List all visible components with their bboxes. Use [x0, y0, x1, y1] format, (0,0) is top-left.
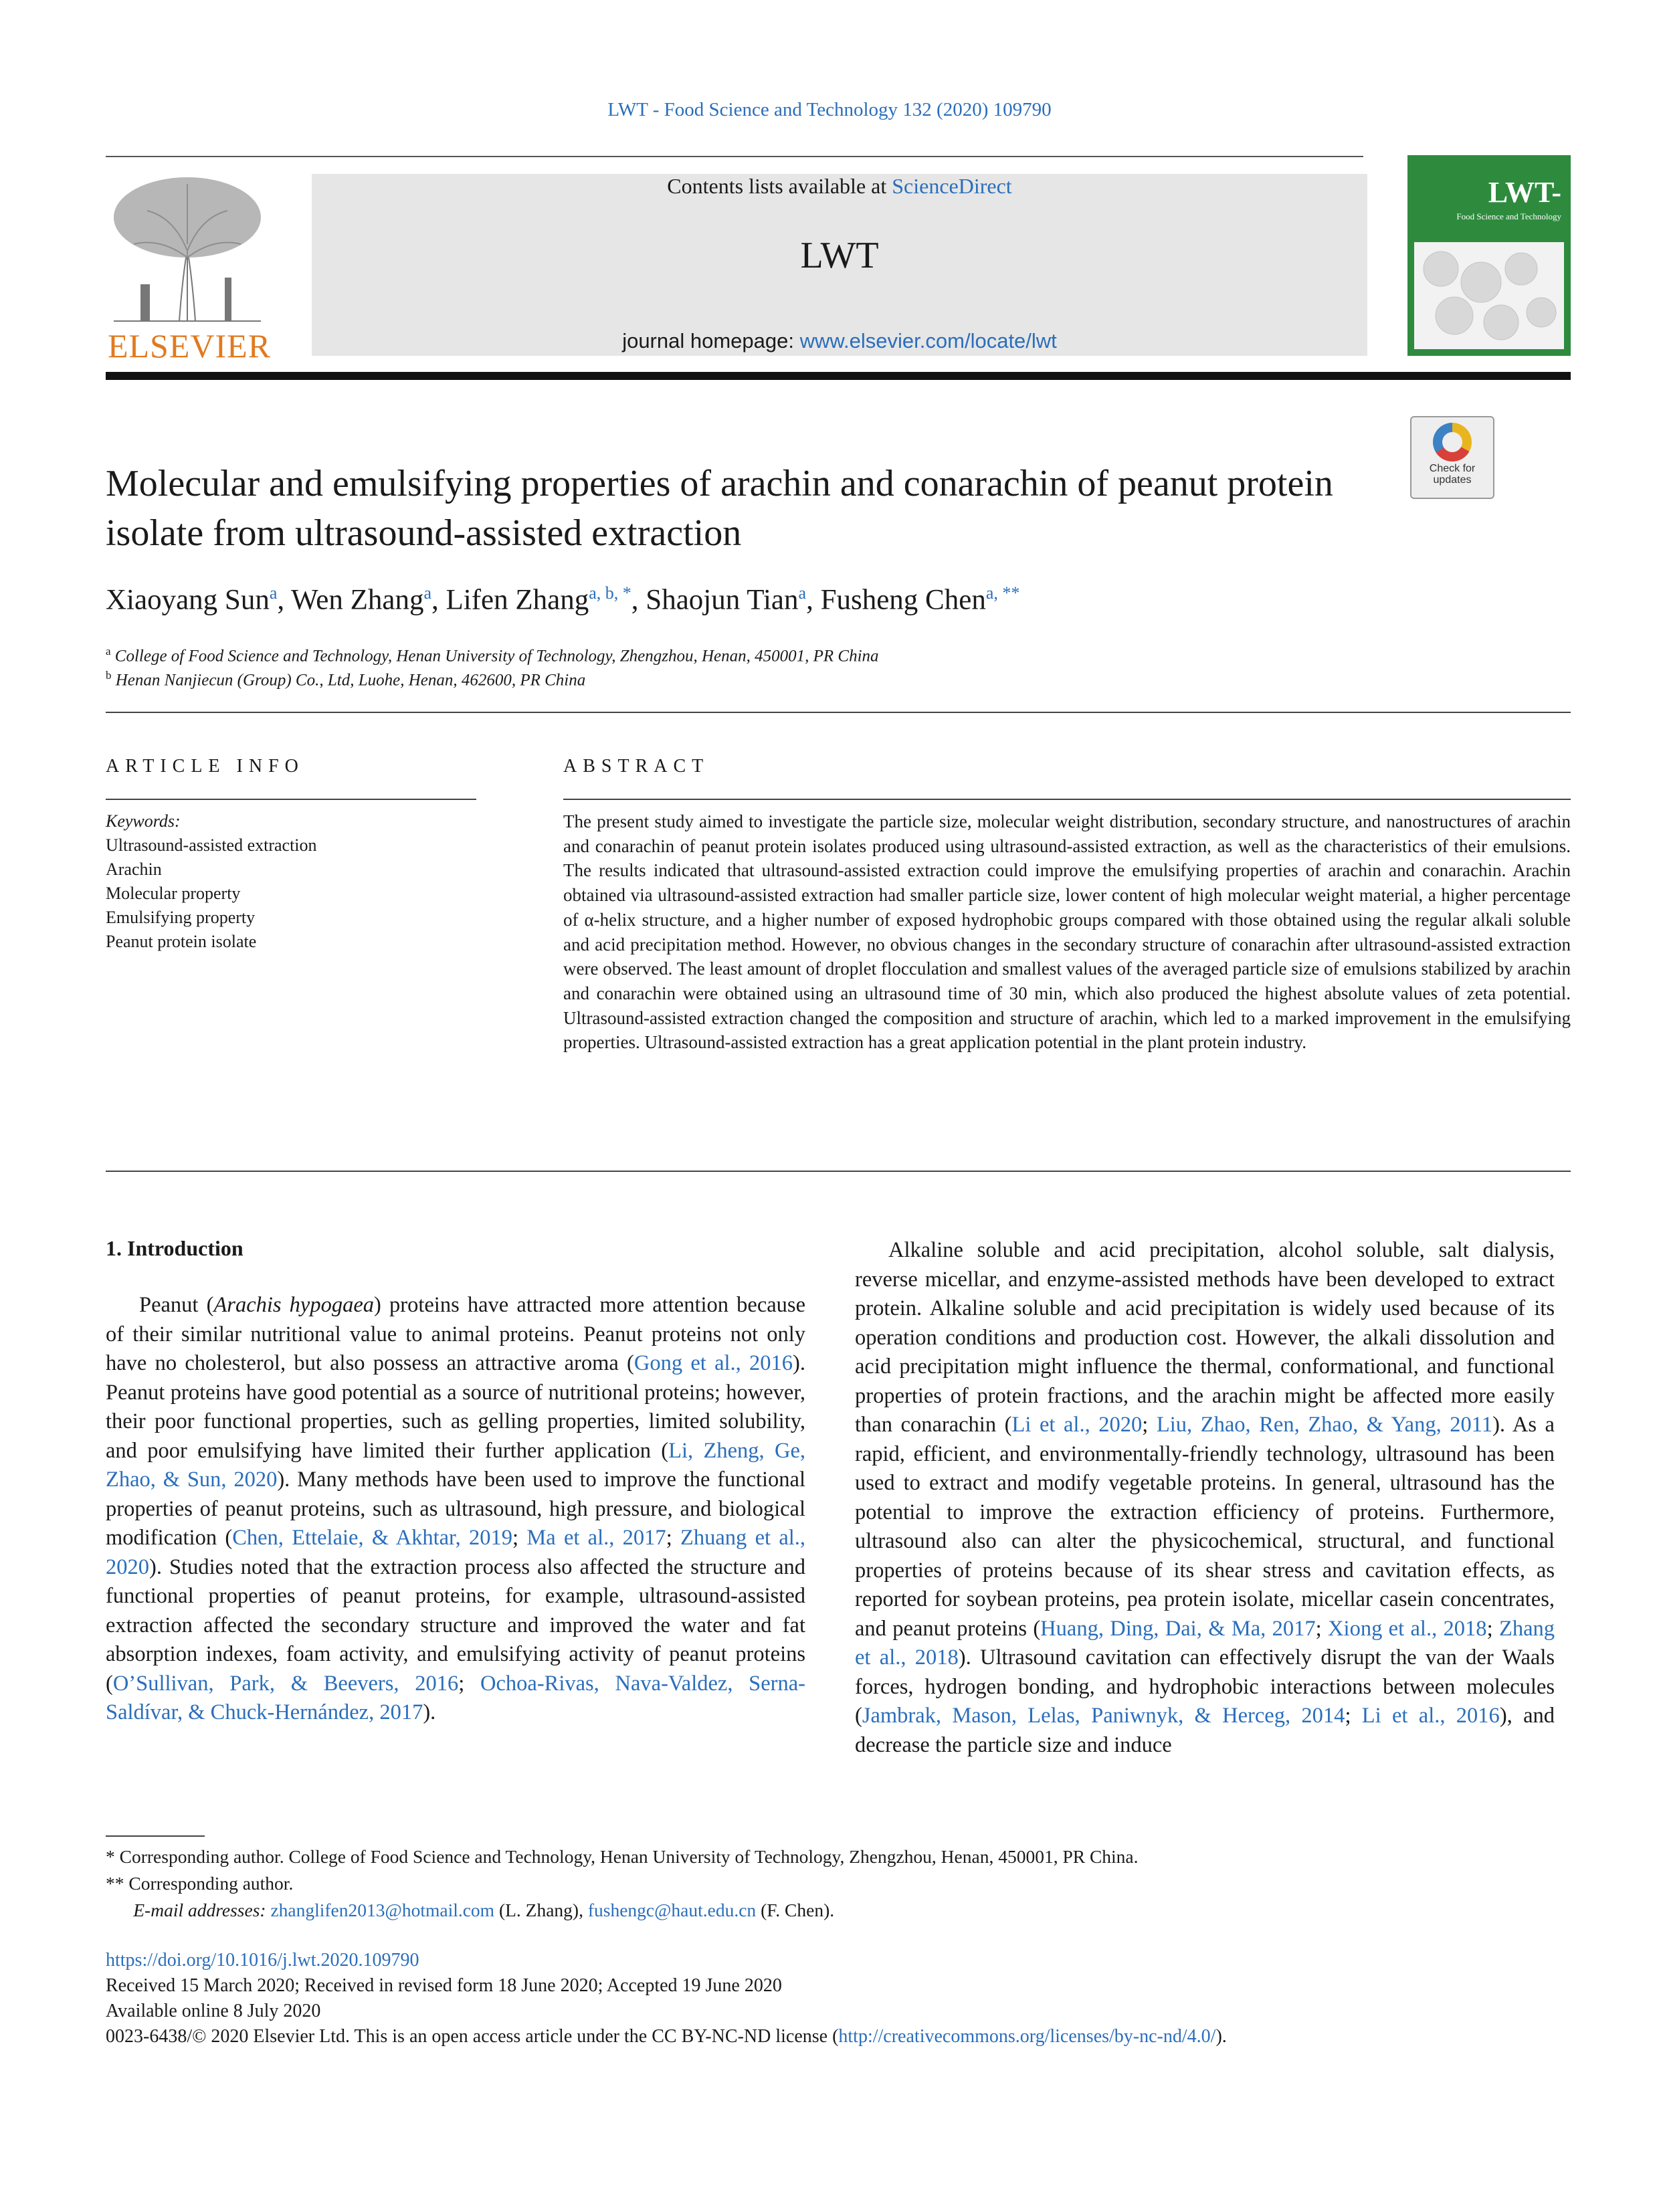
body-column-right [855, 1236, 1555, 1760]
section-heading-introduction: 1. Introduction [106, 1236, 243, 1260]
body-text: ). As a rapid, efficient, and environmentally-friendly technology, ultrasound has been used to extract and modify vegetable proteins. In general, ultrasound has the potential to improve the extraction efficiency of proteins. Furthermore, ultrasound also can alter the physicochemical, structural, and functional properties of proteins because of its shear stress and cavitation effects, as reported for soybean proteins, pea protein isolate, micellar casein concentrates, and peanut proteins ( [855, 1413, 1555, 1641]
author-affiliation-link[interactable]: a [269, 583, 278, 603]
affiliation-text: Henan Nanjiecun (Group) Co., Ltd, Luohe, Henan, 462600, PR China [115, 671, 586, 690]
crossmark-icon [1433, 423, 1472, 462]
citation-link[interactable]: Gong et al., 2016 [633, 1351, 793, 1375]
contents-availability [312, 174, 1367, 199]
license-link[interactable]: http://creativecommons.org/licenses/by-nc-nd/4.0/ [838, 2026, 1216, 2047]
abstract-text: The present study aimed to investigate the particle size, molecular weight distribution, secondary structure, and nanostructures of arachin and conarachin of peanut protein isolates produced using ultrasound-assisted extraction, as well as the characteristics of their emulsions. The results indicated that ultrasound-assisted extraction could improve the emulsifying properties of arachin and conarachin. Arachin obtained via ultrasound-assisted extraction had smaller particle size, lower content of high molecular weight material, a higher percentage of α-helix structure, and a higher number of exposed hydrophobic groups compared with those obtained using the regular alkali soluble and acid precipitation method. However, no obvious changes in the secondary structure of conarachin after ultrasound-assisted extraction were observed. The least amount of droplet flocculation and smallest values of the averaged particle size of emulsions stabilized by arachin and conarachin were obtained using an ultrasound time of 30 min, which also produced the highest absolute values of zeta potential. Ultrasound-assisted extraction changed the composition and structure of arachin, which led to a marked improvement in the emulsifying properties. Ultrasound-assisted extraction has a great application potential in the plant protein industry. [563, 811, 1571, 1053]
email-owner: (L. Zhang), [494, 1900, 588, 1920]
license-prefix: 0023-6438/© 2020 Elsevier Ltd. This is an open access article under the CC BY-NC-ND license ( [106, 2026, 839, 2047]
body-text: ; [1486, 1616, 1499, 1641]
citation-link[interactable]: Jambrak, Mason, Lelas, Paniwnyk, & Herceg, 2014 [862, 1704, 1345, 1728]
citation-link[interactable]: Li et al., 2016 [1361, 1704, 1500, 1728]
keywords-label: Keywords: [106, 811, 181, 831]
author-list: Xiaoyang Sun$^a$, Wen Zhang$^a$, Lifen Zhang$^{a, b, *}$, Shaojun Tian$^a$, Fusheng Chen$^{a, **}$ [106, 583, 1020, 616]
author-affiliation-link[interactable]: a, b, * [589, 583, 631, 603]
keyword: Emulsifying property [106, 908, 256, 927]
sciencedirect-link[interactable]: ScienceDirect [892, 174, 1012, 198]
keyword: Peanut protein isolate [106, 932, 257, 951]
citation-link[interactable]: O’Sullivan, Park, & Beevers, 2016 [112, 1671, 459, 1696]
license-statement [106, 2026, 1227, 2047]
received-dates: Received 15 March 2020; Received in revised form 18 June 2020; Accepted 19 June 2020 [106, 1975, 782, 1996]
cover-subtitle: Food Science and Technology [1456, 211, 1561, 221]
doi-link[interactable]: https://doi.org/10.1016/j.lwt.2020.109790 [106, 1950, 419, 1971]
body-text: ; [666, 1526, 681, 1550]
citation-link[interactable]: Zhang et al., 2018 [855, 1616, 1555, 1670]
author-name: Fusheng Chen [820, 584, 986, 616]
email-label: E-mail addresses: [133, 1900, 266, 1920]
journal-reference[interactable]: LWT - Food Science and Technology 132 (2020) 109790 [607, 99, 1052, 120]
body-text: ; [512, 1526, 527, 1550]
body-text: ; [1345, 1704, 1362, 1728]
body-column-left [106, 1291, 805, 1728]
email-owner: (F. Chen). [756, 1900, 835, 1920]
email-link-chen[interactable]: fushengc@haut.edu.cn [587, 1900, 757, 1920]
body-text: Alkaline soluble and acid precipitation, alcohol soluble, salt dialysis, reverse micellar, and enzyme-assisted methods have been developed to extract protein. Alkaline soluble and acid precipitation is widely used because of its operation conditions and production cost. However, the alkali dissolution and acid precipitation might influence the thermal, conformational, and functional properties of protein fractions, and the arachin might be affected more easily than conarachin ( [855, 1238, 1555, 1437]
homepage-link[interactable]: www.elsevier.com/locate/lwt [799, 329, 1057, 353]
license-suffix: ). [1215, 2026, 1227, 2047]
author-name: Shaojun Tian [646, 584, 799, 616]
homepage-prefix: journal homepage: [622, 329, 800, 353]
body-text: ). Many methods have been used to improve the functional properties of peanut proteins, such as ultrasound, high pressure, and biological modification ( [106, 1468, 805, 1550]
keywords-block [106, 809, 480, 954]
author-affiliation-link[interactable]: a, ** [985, 583, 1020, 603]
affiliation-b [106, 669, 585, 690]
body-text: Peanut ( [139, 1293, 214, 1317]
citation-link[interactable]: Chen, Ettelaie, & Akhtar, 2019 [232, 1526, 512, 1550]
journal-cover-thumbnail[interactable] [1407, 155, 1571, 356]
citation-link[interactable]: Liu, Zhao, Ren, Zhao, & Yang, 2011 [1156, 1413, 1493, 1437]
citation-link[interactable]: Xiong et al., 2018 [1328, 1616, 1487, 1641]
author-affiliation-link[interactable]: a [423, 583, 432, 603]
divider [106, 1171, 1571, 1172]
keyword: Arachin [106, 860, 162, 879]
article-info-heading: ARTICLE INFO [106, 756, 304, 777]
header-rule [106, 156, 1363, 157]
body-text: ), and decrease the particle size and induce [855, 1704, 1555, 1757]
contents-prefix: Contents lists available at [667, 174, 892, 198]
citation-link[interactable]: Huang, Ding, Dai, & Ma, 2017 [1040, 1616, 1316, 1641]
header-thick-rule [106, 372, 1571, 380]
citation-link[interactable]: Ochoa-Rivas, Nava-Valdez, Serna-Saldívar, & Chuck-Hernández, 2017 [106, 1671, 805, 1724]
author-name: Lifen Zhang [446, 584, 589, 616]
body-text: ). [423, 1700, 436, 1724]
available-online: Available online 8 July 2020 [106, 2001, 321, 2021]
footnote-rule [106, 1835, 205, 1837]
citation-link[interactable]: Li et al., 2020 [1011, 1413, 1143, 1437]
email-link-zhang[interactable]: zhanglifen2013@hotmail.com [270, 1900, 495, 1920]
body-text: ). Studies noted that the extraction process also affected the structure and functional properties of peanut proteins, for example, ultrasound-assisted extraction affected the secondary structure and improved the water and fat absorption indexes, foam activity, and emulsifying activity of peanut proteins ( [106, 1554, 805, 1696]
author-name: Wen Zhang [291, 584, 424, 616]
body-text: ) proteins have attracted more attention because of their similar nutritional value to animal proteins. Peanut proteins not only have no cholesterol, but also possess an attractive aroma ( [106, 1293, 806, 1375]
citation-link[interactable]: Ma et al., 2017 [526, 1526, 666, 1550]
affiliation-a [106, 645, 879, 666]
divider [563, 799, 1571, 800]
footnote-emails [106, 1900, 834, 1921]
body-text: ). Peanut proteins have good potential as a source of nutritional proteins; however, their poor functional properties, such as gelling properties, limited solubility, and poor emulsifying have limited their further application ( [106, 1351, 805, 1463]
body-text: ; [1315, 1616, 1329, 1641]
journal-homepage [312, 329, 1367, 353]
check-updates-label-1: Check for [1429, 463, 1476, 474]
footnote-corresponding-2: ** Corresponding author. [106, 1873, 294, 1894]
check-for-updates-button[interactable] [1410, 416, 1494, 499]
check-updates-label-2: updates [1433, 474, 1472, 486]
body-text: ; [1142, 1413, 1157, 1437]
citation-link[interactable]: Li, Zheng, Ge, Zhao, & Sun, 2020 [106, 1438, 805, 1492]
divider [106, 712, 1571, 713]
abstract-heading: ABSTRACT [563, 756, 710, 777]
affiliation-mark: a [106, 645, 111, 658]
citation-link[interactable]: Zhuang et al., 2020 [106, 1526, 806, 1579]
article-title: Molecular and emulsifying properties of arachin and conarachin of peanut protein isolate from ultrasound-assisted extraction [106, 463, 1333, 554]
journal-name: LWT [800, 235, 879, 276]
body-text: ). Ultrasound cavitation can effectively disrupt the van der Waals forces, hydrogen bonding, and hydrophobic interactions between molecules ( [855, 1645, 1555, 1728]
affiliation-text: College of Food Science and Technology, Henan University of Technology, Zhengzhou, Henan, 450001, PR China [114, 647, 879, 666]
keyword: Molecular property [106, 884, 241, 903]
divider [106, 799, 476, 800]
cover-title: LWT- [1488, 176, 1561, 209]
keyword: Ultrasound-assisted extraction [106, 835, 317, 855]
publisher-wordmark: ELSEVIER [107, 327, 272, 365]
author-name: Xiaoyang Sun [106, 584, 270, 616]
cover-image [1414, 242, 1564, 349]
author-affiliation-link[interactable]: a [798, 583, 807, 603]
affiliation-mark: b [106, 669, 112, 682]
body-text: ; [458, 1671, 480, 1696]
italic-text: Arachis hypogaea [213, 1293, 375, 1317]
footnote-corresponding-1: * Corresponding author. College of Food Science and Technology, Henan University of Technology, Zhengzhou, Henan, 450001, PR China. [106, 1846, 1139, 1867]
